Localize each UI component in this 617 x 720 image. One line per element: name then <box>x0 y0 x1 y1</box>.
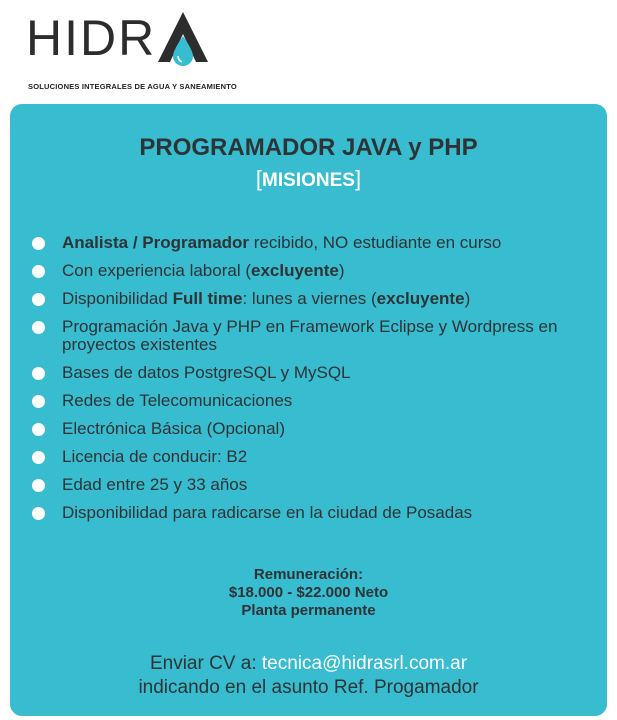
req-text: Disponibilidad para radicarse en la ciudad de Posadas <box>62 503 473 522</box>
contact-block <box>10 652 607 700</box>
bullet-icon <box>32 395 45 408</box>
contact-line-2: indicando en el asunto Ref. Progamador <box>138 677 479 698</box>
req-bold: Full time <box>172 289 243 308</box>
list-item <box>32 476 592 494</box>
contact-email[interactable]: tecnica@hidrasrl.com.ar <box>261 653 468 674</box>
bullet-icon <box>32 321 45 334</box>
req-text: : lunes a viernes ( <box>242 289 377 308</box>
requirements-list <box>32 234 592 532</box>
bullet-icon <box>32 367 45 380</box>
job-title: PROGRAMADOR JAVA y PHP <box>139 134 478 161</box>
req-text: ) <box>464 289 471 308</box>
bracket-close: ] <box>354 166 362 191</box>
req-text: Con experiencia laboral ( <box>62 261 251 280</box>
salary-range: $18.000 - $22.000 Neto <box>228 584 389 601</box>
bullet-icon <box>32 423 45 436</box>
job-card <box>10 104 607 716</box>
req-text: Redes de Telecomunicaciones <box>62 391 293 410</box>
list-item <box>32 262 592 280</box>
req-text: ) <box>338 261 345 280</box>
list-item <box>32 420 592 438</box>
contact-prefix: Enviar CV a: <box>149 653 262 674</box>
logo-wordmark: HIDR <box>26 10 157 66</box>
bullet-icon <box>32 507 45 520</box>
bullet-icon <box>32 237 45 250</box>
req-bold: Analista / Programador <box>62 233 250 252</box>
header <box>0 0 617 100</box>
list-item <box>32 234 592 252</box>
list-item <box>32 392 592 410</box>
req-bold: excluyente <box>251 261 339 280</box>
req-text: Bases de datos PostgreSQL y MySQL <box>62 363 351 382</box>
bracket-open: [ <box>255 166 263 191</box>
salary-label: Remuneración: <box>253 566 364 583</box>
salary-type: Planta permanente <box>241 602 376 619</box>
bullet-icon <box>32 265 45 278</box>
list-item <box>32 364 592 382</box>
req-text: recibido, NO estudiante en curso <box>249 233 502 252</box>
contact-line-1 <box>10 652 607 676</box>
list-item <box>32 290 592 308</box>
location-text: MISIONES <box>262 170 355 191</box>
req-text: Licencia de conducir: B2 <box>62 447 248 466</box>
list-item <box>32 318 592 354</box>
list-item <box>32 504 592 522</box>
bullet-icon <box>32 293 45 306</box>
logo-a-drop-icon <box>154 6 212 72</box>
bullet-icon <box>32 451 45 464</box>
req-text: Edad entre 25 y 33 años <box>62 475 248 494</box>
bullet-icon <box>32 479 45 492</box>
job-location <box>10 166 607 192</box>
req-text: Electrónica Básica (Opcional) <box>62 419 285 438</box>
salary-block <box>10 566 607 620</box>
tagline: SOLUCIONES INTEGRALES DE AGUA Y SANEAMIENTO <box>28 82 237 91</box>
req-text: Disponibilidad <box>62 289 173 308</box>
req-bold: excluyente <box>376 289 465 308</box>
req-text: Programación Java y PHP en Framework Eclipse y Wordpress en proyectos existentes <box>62 317 558 354</box>
list-item <box>32 448 592 466</box>
